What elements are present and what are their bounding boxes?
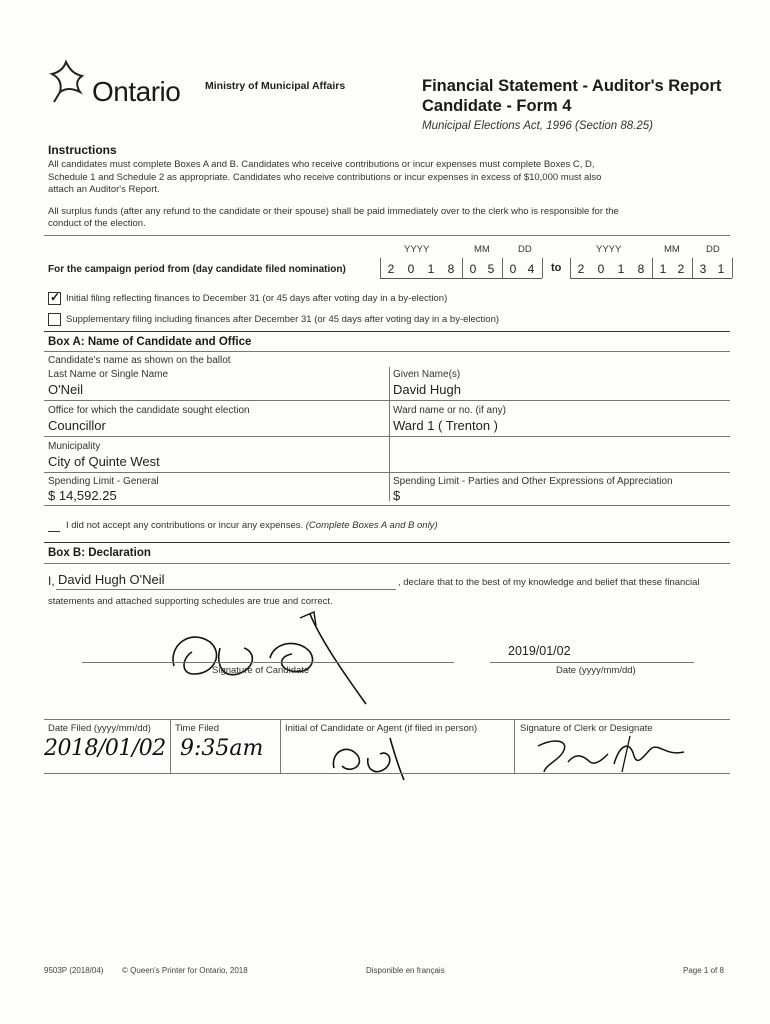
last-name-label: Last Name or Single Name xyxy=(48,369,169,380)
column-divider xyxy=(280,719,281,773)
end-date-field xyxy=(570,256,734,278)
digit-separator xyxy=(692,258,693,278)
divider xyxy=(44,719,730,720)
date-digit: 8 xyxy=(637,262,645,276)
instructions-line: Schedule 1 and Schedule 2 as appropriate. Candidates who receive contributions or incur expenses in excess of $10,000 must also xyxy=(48,171,602,183)
declaration-text-2: statements and attached supporting schedules are true and correct. xyxy=(48,596,333,607)
page-number: Page 1 of 8 xyxy=(683,966,724,975)
date-digit: 2 xyxy=(677,262,685,276)
date-digit: 5 xyxy=(487,262,495,276)
divider xyxy=(44,563,730,564)
date-digit: 4 xyxy=(527,262,535,276)
digit-separator xyxy=(502,258,503,278)
start-mm-header: MM xyxy=(474,244,490,255)
divider xyxy=(44,505,730,506)
date-digit: 0 xyxy=(469,262,477,276)
office-field[interactable]: Councillor xyxy=(48,418,106,433)
legislation-reference: Municipal Elections Act, 1996 (Section 88.25) xyxy=(422,120,653,132)
date-digit: 1 xyxy=(717,262,725,276)
end-yyyy-header: YYYY xyxy=(596,244,622,255)
divider xyxy=(44,400,730,401)
no-contributions-note: (Complete Boxes A and B only) xyxy=(305,520,438,531)
campaign-period-label: For the campaign period from (day candidate filed nomination) xyxy=(48,264,346,275)
declarant-prefix: I, xyxy=(48,574,55,588)
digit-separator xyxy=(652,258,653,278)
spending-limit-parties-label: Spending Limit - Parties and Other Expressions of Appreciation xyxy=(393,476,673,487)
date-digit: 0 xyxy=(509,262,517,276)
date-digit: 2 xyxy=(387,262,395,276)
date-digit: 8 xyxy=(447,262,455,276)
column-divider xyxy=(170,719,171,773)
date-digit: 3 xyxy=(699,262,707,276)
supplementary-filing-label: Supplementary filing including finances after December 31 (or 45 days after voting day in a by-election) xyxy=(66,314,500,325)
instructions-line: conduct of the election. xyxy=(48,218,146,229)
form-title-line1: Financial Statement - Auditor's Report xyxy=(422,77,722,95)
end-dd-header: DD xyxy=(706,244,720,255)
french-availability: Disponible en français xyxy=(366,966,445,975)
field-underline xyxy=(380,278,542,279)
spending-limit-general-label: Spending Limit - General xyxy=(48,476,159,487)
checkmark-icon: ✓ xyxy=(50,290,61,304)
municipality-field[interactable]: City of Quinte West xyxy=(48,454,160,469)
candidate-initial-signature xyxy=(328,732,418,787)
field-underline xyxy=(570,278,732,279)
initial-filing-label: Initial filing reflecting finances to December 31 (or 45 days after voting day in a by-election) xyxy=(66,293,448,304)
period-to-label: to xyxy=(551,262,562,274)
box-b-heading: Box B: Declaration xyxy=(48,547,151,559)
column-divider xyxy=(389,367,390,501)
date-filed-field[interactable]: 2018/01/02 xyxy=(44,736,166,761)
date-filed-label: Date Filed (yyyy/mm/dd) xyxy=(48,723,151,734)
ward-label: Ward name or no. (if any) xyxy=(393,405,507,416)
time-filed-label: Time Filed xyxy=(175,723,219,734)
time-filed-field[interactable]: 9:35am xyxy=(180,736,264,761)
digit-separator xyxy=(732,258,733,278)
given-names-label: Given Name(s) xyxy=(393,369,461,380)
field-underline xyxy=(56,589,396,590)
form-code: 9503P (2018/04) xyxy=(44,966,104,975)
signature-line xyxy=(82,662,454,663)
instructions-heading: Instructions xyxy=(48,143,117,157)
date-line xyxy=(490,662,694,663)
no-contributions-text: I did not accept any contributions or incur any expenses. xyxy=(66,520,304,531)
divider xyxy=(44,773,730,774)
instructions-line: All candidates must complete Boxes A and B. Candidates who receive contributions or incur expenses must complete Boxes C, D, xyxy=(48,159,595,170)
digit-separator xyxy=(570,258,571,278)
box-a-heading: Box A: Name of Candidate and Office xyxy=(48,336,252,348)
office-label: Office for which the candidate sought election xyxy=(48,405,250,416)
last-name-field[interactable]: O'Neil xyxy=(48,382,83,397)
supplementary-filing-checkbox[interactable] xyxy=(48,313,61,326)
date-digit: 0 xyxy=(597,262,605,276)
clerk-signature-label: Signature of Clerk or Designate xyxy=(520,723,653,734)
candidate-name-caption: Candidate's name as shown on the ballot xyxy=(48,355,231,366)
declarant-name-field[interactable]: David Hugh O'Neil xyxy=(58,572,165,587)
divider xyxy=(44,351,730,352)
divider xyxy=(44,542,730,543)
date-digit: 2 xyxy=(577,262,585,276)
given-names-field[interactable]: David Hugh xyxy=(393,382,461,397)
digit-separator xyxy=(462,258,463,278)
divider xyxy=(44,235,730,236)
candidate-signature xyxy=(160,608,390,713)
initial-filing-checkbox[interactable] xyxy=(48,292,61,305)
instructions-line: All surplus funds (after any refund to the candidate or their spouse) shall be paid immediately over to the clerk who is responsible for the xyxy=(48,205,619,217)
ministry-name: Ministry of Municipal Affairs xyxy=(205,80,346,92)
declaration-date-label: Date (yyyy/mm/dd) xyxy=(556,665,636,676)
column-divider xyxy=(514,719,515,773)
date-digit: 1 xyxy=(427,262,435,276)
instructions-text xyxy=(48,159,738,231)
no-contributions-checkbox[interactable] xyxy=(48,519,60,532)
municipality-label: Municipality xyxy=(48,441,101,452)
no-contributions-label xyxy=(66,520,438,531)
end-mm-header: MM xyxy=(664,244,680,255)
divider xyxy=(44,436,730,437)
ward-field[interactable]: Ward 1 ( Trenton ) xyxy=(393,418,498,433)
spending-limit-parties-field[interactable]: $ xyxy=(393,488,401,503)
initial-of-candidate-label: Initial of Candidate or Agent (if filed in person) xyxy=(285,723,478,734)
declaration-date-field[interactable]: 2019/01/02 xyxy=(508,644,571,658)
date-digit: 0 xyxy=(407,262,415,276)
start-date-field xyxy=(380,256,544,278)
digit-separator xyxy=(380,258,381,278)
instructions-line: attach an Auditor's Report. xyxy=(48,184,160,195)
declaration-text: , declare that to the best of my knowledge and belief that these financial xyxy=(398,577,700,588)
signature-label: Signature of Candidate xyxy=(212,665,310,676)
date-digit: 1 xyxy=(659,262,667,276)
ontario-trillium-logo-icon xyxy=(46,58,94,109)
divider xyxy=(44,472,730,473)
copyright-notice: © Queen's Printer for Ontario, 2018 xyxy=(122,966,248,975)
digit-separator xyxy=(542,258,543,278)
date-digit: 1 xyxy=(617,262,625,276)
start-dd-header: DD xyxy=(518,244,532,255)
form-title-line2: Candidate - Form 4 xyxy=(422,97,572,115)
spending-limit-general-field[interactable]: $ 14,592.25 xyxy=(48,488,117,503)
divider xyxy=(44,331,730,332)
start-yyyy-header: YYYY xyxy=(404,244,430,255)
brand-wordmark: Ontario xyxy=(92,76,181,107)
